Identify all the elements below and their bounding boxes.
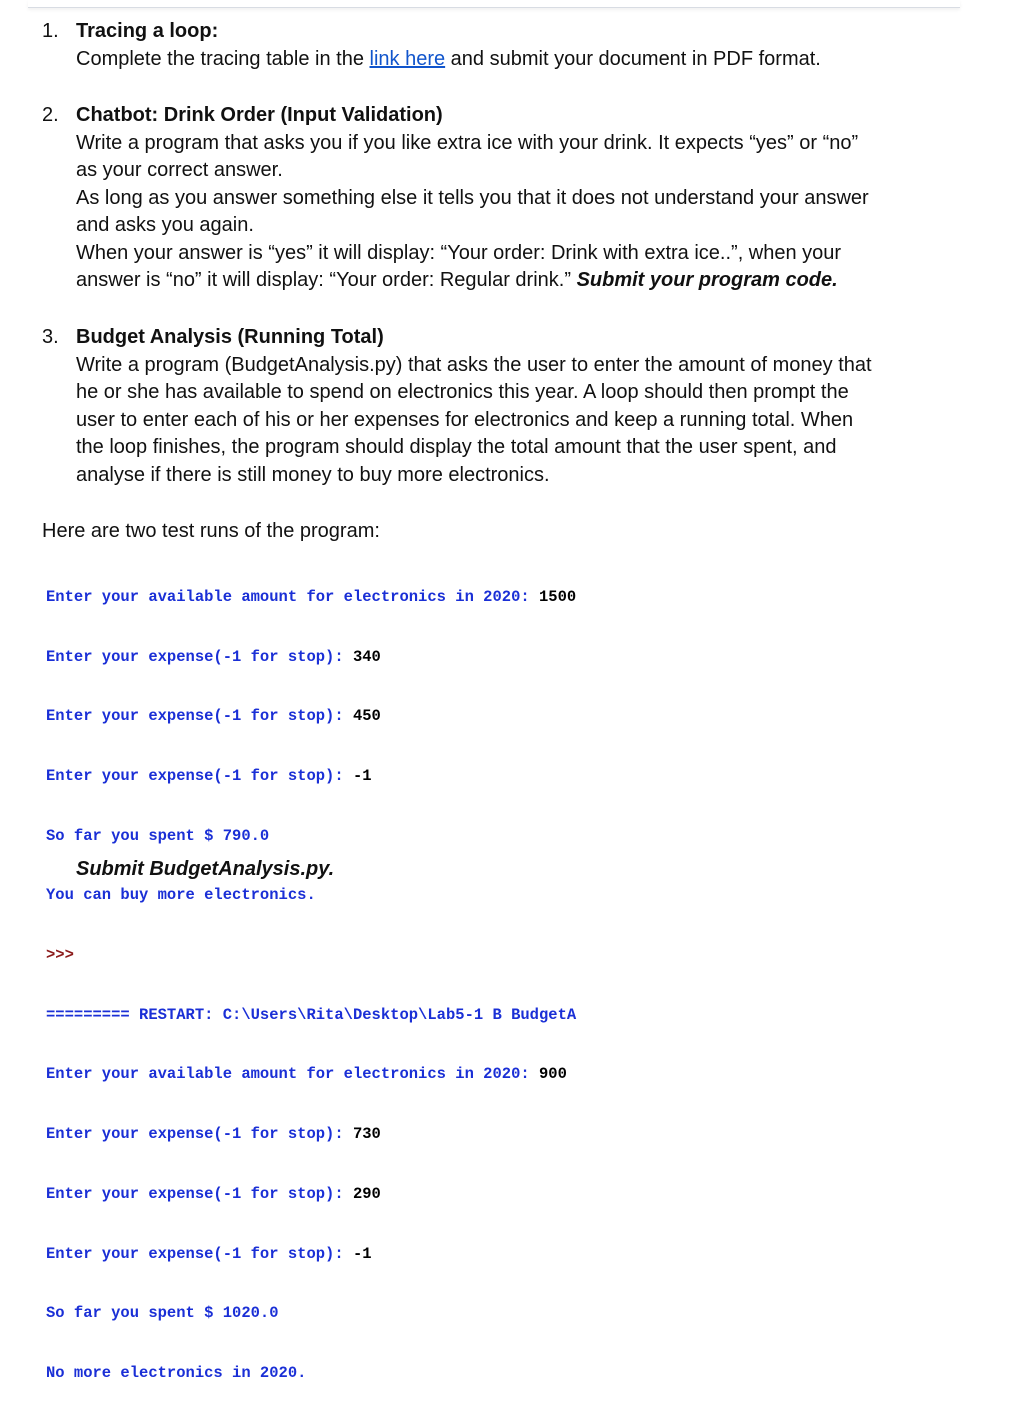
console-output [46,548,576,1424]
task-number: 1. [42,20,59,42]
task-line: he or she has available to spend on electronics this year. A loop should then prompt the [76,381,849,403]
task-line: and asks you again. [76,214,254,236]
console-line: Enter your expense(-1 for stop): 730 [46,1125,381,1144]
task-line: as your correct answer. [76,159,283,181]
restart-banner: ========= RESTART: C:\Users\Rita\Desktop\Lab5-1 B BudgetA [46,1005,577,1024]
task-item-3 [42,324,922,489]
console-line: Enter your available amount for electronics in 2020: 900 [46,1065,567,1084]
task-title: Chatbot: Drink Order (Input Validation) [76,104,443,126]
task-line: Write a program (BudgetAnalysis.py) that asks the user to enter the amount of money that [76,353,872,376]
task-description: Complete the tracing table in the link here and submit your document in PDF format. [76,47,821,70]
console-line: So far you spent $ 790.0 [46,826,270,845]
console-line: You can buy more electronics. [46,886,316,905]
task-line: answer is “no” it will display: “Your order: Regular drink.” Submit your program code. [76,269,838,291]
task-line: analyse if there is still money to buy more electronics. [76,463,550,486]
console-line: Enter your expense(-1 for stop): 290 [46,1184,381,1203]
final-submit-instruction: Submit BudgetAnalysis.py. [76,858,335,880]
task-line: Write a program that asks you if you like extra ice with your drink. It expects “yes” or “no” [76,131,859,154]
console-line: Enter your expense(-1 for stop): -1 [46,1244,372,1263]
test-runs-intro: Here are two test runs of the program: [42,520,380,542]
task-line: the loop finishes, the program should display the total amount that the user spent, and [76,436,837,458]
console-line: Enter your expense(-1 for stop): 340 [46,647,381,666]
console-line: No more electronics in 2020. [46,1363,307,1382]
task-item-2 [42,102,922,295]
console-line: Enter your expense(-1 for stop): 450 [46,707,381,726]
task-title: Budget Analysis (Running Total) [76,326,384,348]
shell-prompt: >>> [46,946,74,965]
console-line: So far you spent $ 1020.0 [46,1304,279,1323]
task-number: 3. [42,326,59,348]
task-line: As long as you answer something else it tells you that it does not understand your answer [76,186,869,209]
task-number: 2. [42,104,59,126]
task-item-1 [42,18,922,73]
task-line: user to enter each of his or her expenses for electronics and keep a running total. When [76,408,854,431]
console-line: Enter your available amount for electronics in 2020: 1500 [46,587,577,606]
console-line: Enter your expense(-1 for stop): -1 [46,766,372,785]
task-line: When your answer is “yes” it will display: “Your order: Drink with extra ice..”, when your [76,241,842,264]
submit-instruction: Submit your program code. [576,269,838,291]
tracing-table-link[interactable]: link here [369,47,446,70]
task-title: Tracing a loop: [76,20,219,42]
top-divider [28,0,960,8]
